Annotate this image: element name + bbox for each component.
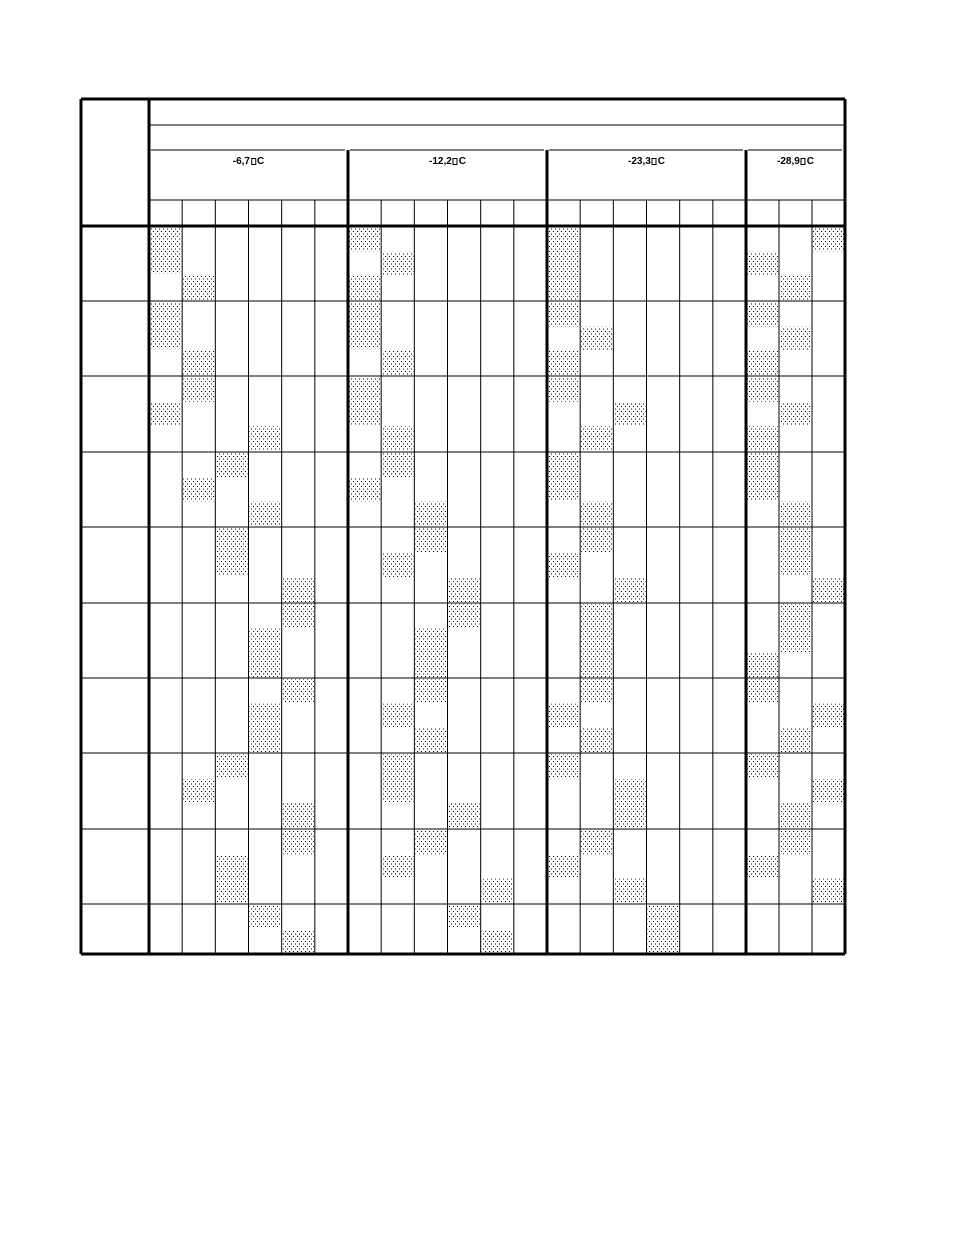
shaded-cell — [614, 402, 645, 426]
shaded-cell — [813, 577, 844, 602]
shaded-cell — [548, 377, 579, 402]
shaded-cell — [250, 704, 281, 752]
group-header-1: -12,2 C — [428, 156, 467, 167]
shaded-cell — [482, 930, 513, 953]
shaded-cell — [216, 754, 247, 779]
shaded-cell — [250, 629, 281, 677]
shaded-cell — [581, 528, 612, 553]
shaded-cell — [747, 351, 778, 375]
shaded-cell — [382, 252, 413, 276]
shaded-cell — [415, 679, 446, 703]
shaded-cell — [415, 502, 446, 526]
shaded-cell — [449, 577, 480, 602]
shaded-cell — [747, 302, 778, 326]
shaded-cell — [780, 402, 811, 426]
shaded-cell — [780, 327, 811, 351]
shaded-cell — [150, 227, 181, 274]
shaded-cell — [548, 453, 579, 500]
shaded-cell — [283, 604, 314, 628]
shaded-cell — [747, 426, 778, 451]
shaded-cell — [283, 577, 314, 602]
grid-lines-thin — [81, 125, 845, 954]
shaded-cell — [813, 227, 844, 251]
shaded-cell — [581, 502, 612, 526]
missing-glyph-box-icon — [652, 158, 657, 165]
group-header-0: -6,7 C — [232, 156, 265, 167]
shaded-cell — [449, 604, 480, 628]
shaded-cell — [382, 351, 413, 375]
shaded-cell — [382, 754, 413, 803]
shaded-cell — [415, 728, 446, 752]
shaded-cell — [415, 629, 446, 677]
shaded-cell — [548, 704, 579, 728]
shaded-cell — [283, 679, 314, 703]
shaded-cell — [250, 426, 281, 451]
shaded-cell — [183, 478, 214, 502]
shaded-cell — [747, 653, 778, 677]
shaded-cell — [780, 803, 811, 828]
missing-glyph-box-icon — [453, 158, 458, 165]
shaded-cell — [813, 879, 844, 903]
shaded-cell — [780, 502, 811, 526]
shaded-cell — [150, 302, 181, 349]
shaded-cell — [581, 604, 612, 677]
shaded-cell — [747, 855, 778, 879]
shaded-cell — [382, 553, 413, 577]
shaded-cell — [183, 377, 214, 402]
shaded-cell — [283, 930, 314, 953]
shaded-cell — [780, 276, 811, 300]
shaded-cell — [183, 351, 214, 375]
shaded-cell — [449, 803, 480, 828]
shaded-cell — [548, 302, 579, 326]
shaded-cell — [747, 252, 778, 276]
shaded-cell — [216, 855, 247, 903]
shaded-cell — [581, 728, 612, 752]
shaded-cell — [780, 528, 811, 575]
shaded-cell — [548, 754, 579, 779]
shaded-cell — [581, 679, 612, 703]
shaded-cell — [382, 855, 413, 879]
shaded-cell — [614, 577, 645, 602]
shaded-cell — [349, 478, 380, 502]
shaded-cell — [449, 905, 480, 928]
shaded-cell — [813, 779, 844, 803]
shaded-cell — [283, 830, 314, 854]
shaded-cell — [216, 528, 247, 575]
shaded-cell — [349, 227, 380, 251]
group-header-2: -23,3 C — [627, 156, 666, 167]
shaded-cell — [382, 704, 413, 728]
shaded-cell — [614, 779, 645, 828]
shaded-cell — [747, 754, 778, 779]
shaded-cell — [581, 426, 612, 451]
shaded-cell — [183, 779, 214, 803]
shaded-cell — [548, 227, 579, 300]
shaded-cell — [548, 855, 579, 879]
shaded-cell — [482, 879, 513, 903]
shaded-cell — [250, 502, 281, 526]
shaded-cell — [283, 803, 314, 828]
shaded-cell — [780, 830, 811, 854]
missing-glyph-box-icon — [801, 158, 806, 165]
shaded-cell — [581, 327, 612, 351]
shaded-cell — [780, 604, 811, 652]
shaded-cell — [216, 453, 247, 477]
shaded-cell — [581, 830, 612, 854]
shaded-cell — [548, 553, 579, 577]
shaded-cell — [747, 377, 778, 402]
shaded-cell — [813, 704, 844, 728]
shaded-cell — [349, 377, 380, 424]
shaded-cell — [415, 528, 446, 553]
missing-glyph-box-icon — [251, 158, 256, 165]
shaded-cell — [747, 453, 778, 500]
shaded-cell — [349, 302, 380, 349]
shaded-cells — [150, 227, 844, 953]
shaded-cell — [415, 830, 446, 854]
shaded-cell — [183, 276, 214, 300]
shaded-cell — [250, 905, 281, 928]
shaded-cell — [150, 402, 181, 426]
shaded-cell — [780, 728, 811, 752]
shaded-cell — [614, 879, 645, 903]
shaded-cell — [382, 426, 413, 451]
shaded-cell — [648, 905, 679, 953]
group-header-3: -28,9 C — [776, 156, 815, 167]
shaded-cell — [349, 276, 380, 300]
shaded-cell — [548, 351, 579, 375]
shaded-cell — [382, 453, 413, 477]
shaded-cell — [747, 679, 778, 703]
